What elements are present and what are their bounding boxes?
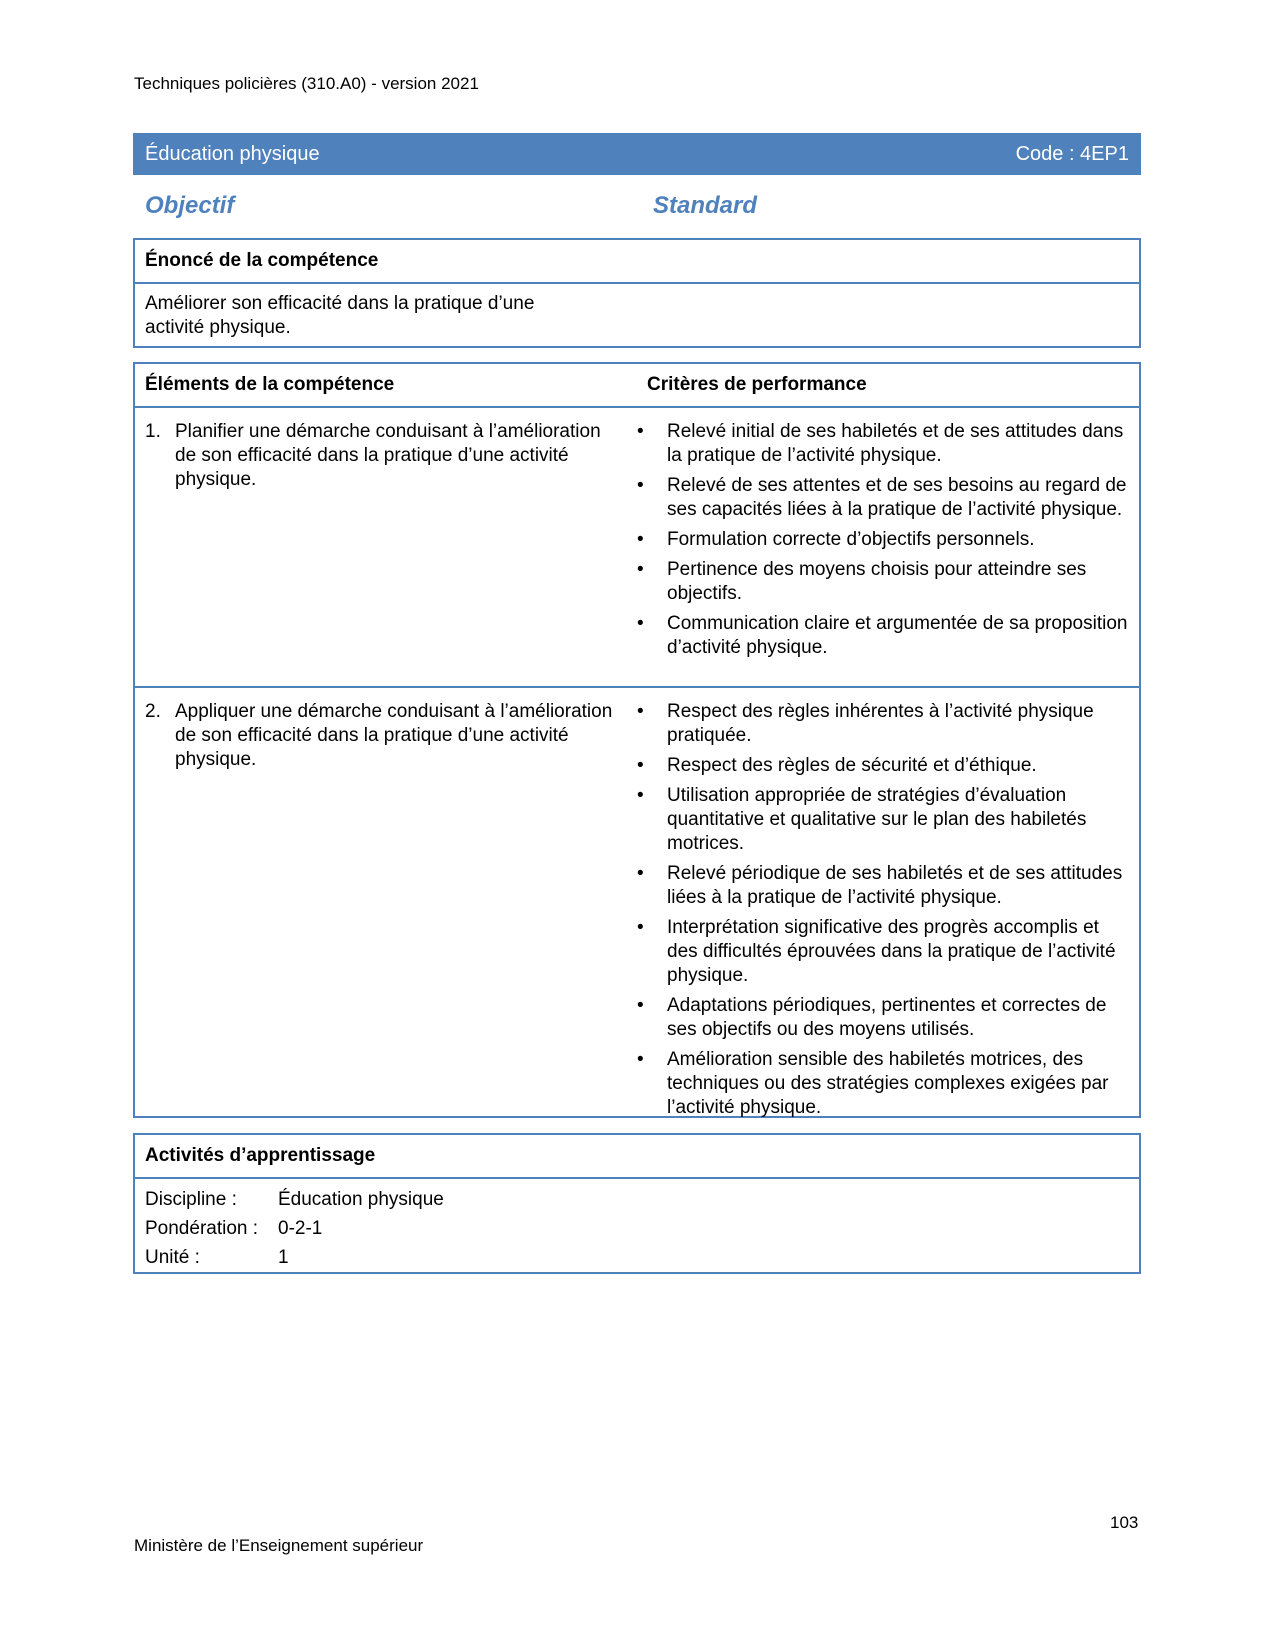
bullet-icon: • <box>637 755 644 776</box>
activites-box <box>133 1133 1141 1274</box>
criterion-text: Communication claire et argumentée de sa proposition d’activité physique. <box>667 613 1128 658</box>
bullet-icon: • <box>637 613 644 634</box>
list-item <box>637 994 1131 1042</box>
list-item <box>637 862 1131 910</box>
bullet-icon: • <box>637 1049 644 1070</box>
course-name: Éducation physique <box>145 142 320 165</box>
bullet-icon: • <box>637 785 644 806</box>
list-item <box>637 916 1131 988</box>
bullet-icon: • <box>637 917 644 938</box>
list-item <box>637 612 1131 660</box>
element-cell <box>135 408 637 686</box>
table-row <box>135 408 1139 688</box>
list-item <box>637 754 1131 778</box>
bullet-icon: • <box>637 475 644 496</box>
activites-heading: Activités d’apprentissage <box>135 1135 1139 1179</box>
element-text: Planifier une démarche conduisant à l’amélioration de son efficacité dans la pratique d’une activité physique. <box>175 421 601 490</box>
criterion-text: Interprétation significative des progrès accomplis et des difficultés éprouvées dans la pratique de l’activité physique. <box>667 917 1116 986</box>
bullet-icon: • <box>637 529 644 550</box>
criteres-heading: Critères de performance <box>647 374 867 395</box>
unite-label: Unité : <box>145 1247 200 1268</box>
criterion-text: Pertinence des moyens choisis pour atteindre ses objectifs. <box>667 559 1087 604</box>
element-cell <box>135 688 637 1136</box>
criteria-cell <box>637 408 1139 686</box>
criterion-text: Relevé périodique de ses habiletés et de ses attitudes liées à la pratique de l’activité physique. <box>667 863 1123 908</box>
course-code: Code : 4EP1 <box>1015 142 1129 165</box>
criterion-text: Relevé initial de ses habiletés et de ses attitudes dans la pratique de l’activité physique. <box>667 421 1124 466</box>
list-item <box>637 528 1131 552</box>
activites-body <box>135 1179 1139 1278</box>
criterion-text: Respect des règles de sécurité et d’éthique. <box>667 755 1037 776</box>
list-item <box>637 474 1131 522</box>
page-number: 103 <box>1110 1513 1139 1532</box>
criterion-text: Respect des règles inhérentes à l’activité physique pratiquée. <box>667 701 1094 746</box>
page-header: Techniques policières (310.A0) - version 2021 <box>134 74 479 93</box>
objectif-standard-row <box>145 192 765 220</box>
bullet-icon: • <box>637 863 644 884</box>
discipline-label: Discipline : <box>145 1189 237 1210</box>
bullet-icon: • <box>637 701 644 722</box>
enonce-text: Améliorer son efficacité dans la pratique d’une activité physique. <box>145 293 535 338</box>
enonce-heading: Énoncé de la compétence <box>135 240 1139 284</box>
footer-ministry: Ministère de l’Enseignement supérieur <box>134 1536 424 1555</box>
criterion-text: Relevé de ses attentes et de ses besoins au regard de ses capacités liées à la pratique de l’activité physique. <box>667 475 1127 520</box>
elements-table <box>133 362 1141 1118</box>
element-number: 1. <box>145 421 161 442</box>
discipline-value: Éducation physique <box>278 1189 444 1210</box>
bullet-icon: • <box>637 421 644 442</box>
bullet-icon: • <box>637 559 644 580</box>
table-row <box>135 688 1139 1136</box>
criterion-text: Adaptations périodiques, pertinentes et correctes de ses objectifs ou des moyens utilisés. <box>667 995 1107 1040</box>
criterion-text: Amélioration sensible des habiletés motrices, des techniques ou des stratégies complexes exigées par l’activité physique. <box>667 1049 1109 1118</box>
unite-value: 1 <box>278 1247 289 1268</box>
element-text: Appliquer une démarche conduisant à l’amélioration de son efficacité dans la pratique d’une activité physique. <box>175 701 613 770</box>
list-item <box>637 784 1131 856</box>
objectif-label: Objectif <box>145 192 235 219</box>
ponderation-value: 0-2-1 <box>278 1218 323 1239</box>
criterion-text: Formulation correcte d’objectifs personnels. <box>667 529 1035 550</box>
criterion-text: Utilisation appropriée de stratégies d’évaluation quantitative et qualitative sur le plan des habiletés motrices. <box>667 785 1087 854</box>
list-item <box>637 558 1131 606</box>
bullet-icon: • <box>637 995 644 1016</box>
element-number: 2. <box>145 701 161 722</box>
enonce-box <box>133 238 1141 348</box>
ponderation-label: Pondération : <box>145 1218 259 1239</box>
list-item <box>637 700 1131 748</box>
elements-heading: Éléments de la compétence <box>145 374 395 395</box>
course-title-bar <box>133 133 1141 175</box>
list-item <box>637 420 1131 468</box>
elements-table-header <box>135 364 1139 408</box>
list-item <box>637 1048 1131 1120</box>
criteria-cell <box>637 688 1139 1136</box>
standard-label: Standard <box>653 192 758 219</box>
